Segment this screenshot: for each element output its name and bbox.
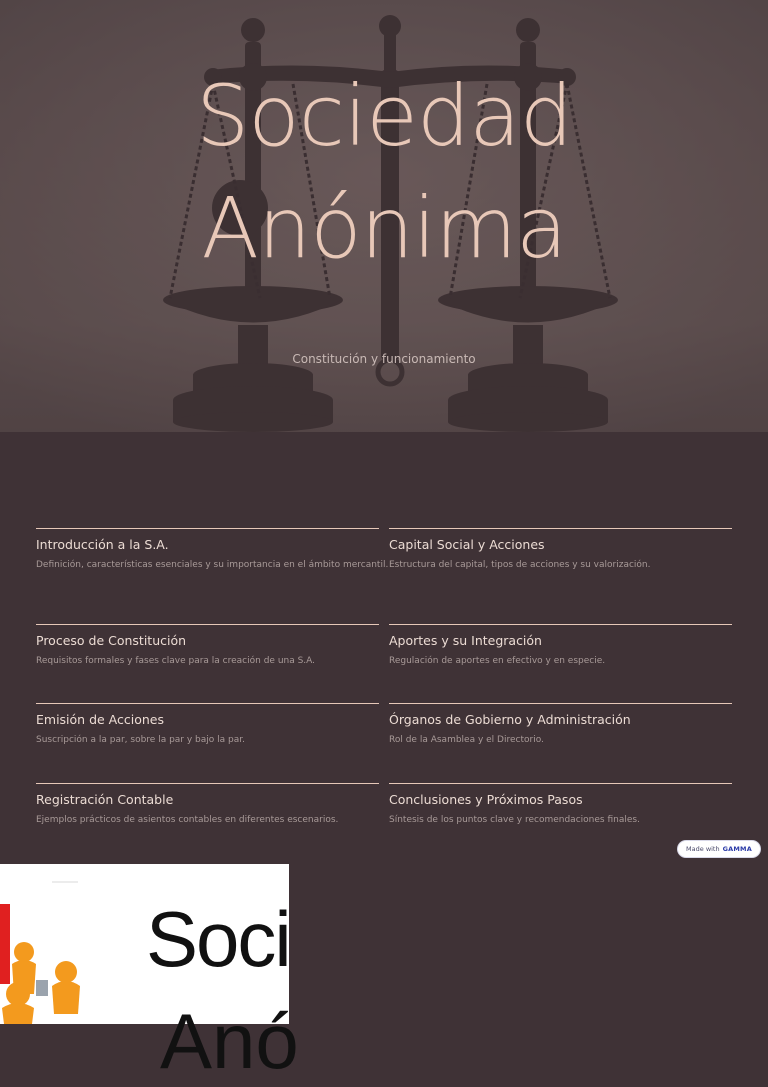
toc-item[interactable] (389, 703, 732, 745)
toc-item-title: Introducción a la S.A. (36, 537, 169, 552)
toc-item-title: Capital Social y Acciones (389, 537, 545, 552)
page-subtitle: Constitución y funcionamiento (292, 352, 476, 366)
toc-item-title: Proceso de Constitución (36, 633, 187, 648)
toc-item-title: Aportes y su Integración (389, 633, 542, 648)
toc-item-description: Ejemplos prácticos de asientos contables en diferentes escenarios. (36, 815, 339, 825)
toc-item[interactable] (389, 624, 732, 666)
toc-item[interactable] (36, 624, 379, 666)
toc-item-title: Órganos de Gobierno y Administración (389, 712, 631, 727)
toc-item[interactable] (36, 528, 389, 570)
people-figures-icon (0, 864, 110, 1024)
title-line-2: Anónima (201, 179, 567, 277)
sociedad-anonima-thumbnail-image (0, 864, 299, 1085)
made-with-gamma-badge[interactable] (678, 841, 760, 857)
toc-item[interactable] (36, 783, 379, 825)
toc-item-description: Definición, características esenciales y su importancia en el ámbito mercantil. (36, 560, 389, 570)
toc-item-title: Emisión de Acciones (36, 712, 164, 727)
toc-item[interactable] (36, 703, 379, 745)
badge-prefix: Made with (686, 845, 720, 853)
toc-item[interactable] (389, 783, 732, 825)
toc-item-description: Requisitos formales y fases clave para la creación de una S.A. (36, 656, 316, 666)
toc-item-description: Síntesis de los puntos clave y recomendaciones finales. (389, 815, 640, 825)
page-title (0, 60, 768, 284)
gamma-logo: GAMMA (722, 845, 752, 853)
thumbnail-text-line-2: Anó (160, 997, 299, 1085)
toc-item-description: Regulación de aportes en efectivo y en especie. (389, 656, 606, 666)
toc-item-description: Suscripción a la par, sobre la par y bajo la par. (36, 735, 245, 745)
thumbnail-text-line-1: Soci (146, 895, 290, 983)
toc-item-description: Rol de la Asamblea y el Directorio. (389, 735, 544, 745)
toc-item[interactable] (389, 528, 732, 570)
toc-item-title: Registración Contable (36, 792, 174, 807)
hero-banner (0, 0, 768, 432)
title-line-1: Sociedad (195, 67, 573, 165)
toc-item-description: Estructura del capital, tipos de acciones y su valorización. (389, 560, 651, 570)
toc-item-title: Conclusiones y Próximos Pasos (389, 792, 583, 807)
